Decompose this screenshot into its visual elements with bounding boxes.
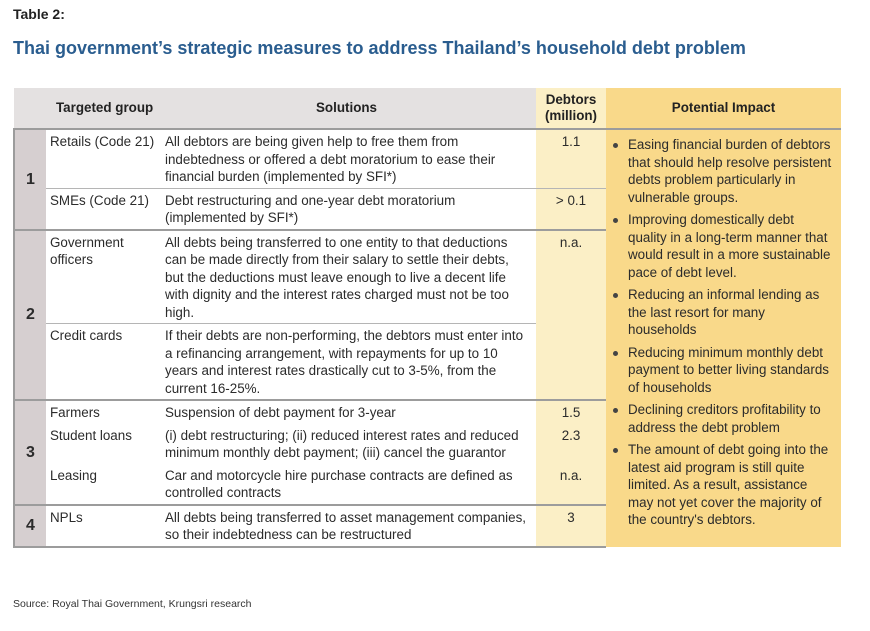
debtors-cell: > 0.1 [536,188,606,230]
impact-item: The amount of debt going into the latest aid program is still quite limited. As a result, assistance may not yet cover the majority of the country's debtors. [612,441,833,529]
impact-item: Improving domestically debt quality in a long-term manner that would result in a more sustainable pace of debt level. [612,211,833,281]
group-number: 3 [14,400,46,505]
debtors-cell: 1.1 [536,129,606,188]
header-debtors: Debtors (million) [536,88,606,129]
impact-item: Easing financial burden of debtors that should help resolve persistent debts problem particularly in vulnerable groups. [612,136,833,206]
measures-table [13,88,841,548]
solution-cell: All debtors are being given help to free them from indebtedness or offered a debt moratorium to ease their financial burden (implemented by SFI*) [157,129,536,188]
solution-cell: All debts being transferred to asset management companies, so their indebtedness can be restructured [157,505,536,547]
targeted-group-cell: Farmers [46,400,157,424]
solution-cell: Suspension of debt payment for 3-year [157,400,536,424]
impact-item: Reducing an informal lending as the last resort for many households [612,286,833,339]
header-solutions: Solutions [157,88,536,129]
debtors-cell: 2.3 [536,424,606,464]
table-caption: Table 2: [13,6,65,22]
solution-cell: (i) debt restructuring; (ii) reduced interest rates and reduced minimum monthly debt payment; (iii) cancel the guarantor [165,427,519,460]
targeted-group-cell: SMEs (Code 21) [46,188,157,230]
header-potential-impact: Potential Impact [606,88,841,129]
impact-list [612,136,833,529]
targeted-group-cell: Leasing [50,467,97,483]
debtors-cell: n.a. [536,230,606,401]
targeted-group-cell: Credit cards [46,324,157,401]
group-number: 1 [14,129,46,230]
targeted-group-cell: Retails (Code 21) [46,129,157,188]
solution-cell: If their debts are non-performing, the debtors must enter into a refinancing arrangement, with repayments for up to 10 years and interest rates drastically cut to 3-5%, from the current 16-25%. [157,324,536,401]
solution-cell: Debt restructuring and one-year debt moratorium (implemented by SFI*) [157,188,536,230]
debtors-cell: n.a. [536,464,606,505]
table-row [14,129,841,188]
targeted-group-cell: Government officers [46,230,157,324]
header-targeted-group: Targeted group [14,88,157,129]
table-title: Thai government’s strategic measures to address Thailand’s household debt problem [13,38,746,58]
header-row [14,88,841,129]
debtors-cell: 3 [536,505,606,547]
targeted-group-cell: NPLs [46,505,157,547]
solution-cell: All debts being transferred to one entity to that deductions can be made directly from their salary to settle their debts, but the deductions must leave enough to live a decent life with dignity and the interest rates charged must not be too high. [157,230,536,324]
impact-item: Declining creditors profitability to address the debt problem [612,401,833,436]
debtors-cell: 1.5 [536,400,606,424]
targeted-group-cell: Student loans [50,427,132,443]
group-number: 4 [14,505,46,547]
impact-item: Reducing minimum monthly debt payment to better living standards of households [612,344,833,397]
source-note: Source: Royal Thai Government, Krungsri research [13,598,252,610]
solution-cell: Car and motorcycle hire purchase contracts are defined as controlled contracts [165,467,513,500]
potential-impact-cell [606,129,841,547]
group-number: 2 [14,230,46,401]
